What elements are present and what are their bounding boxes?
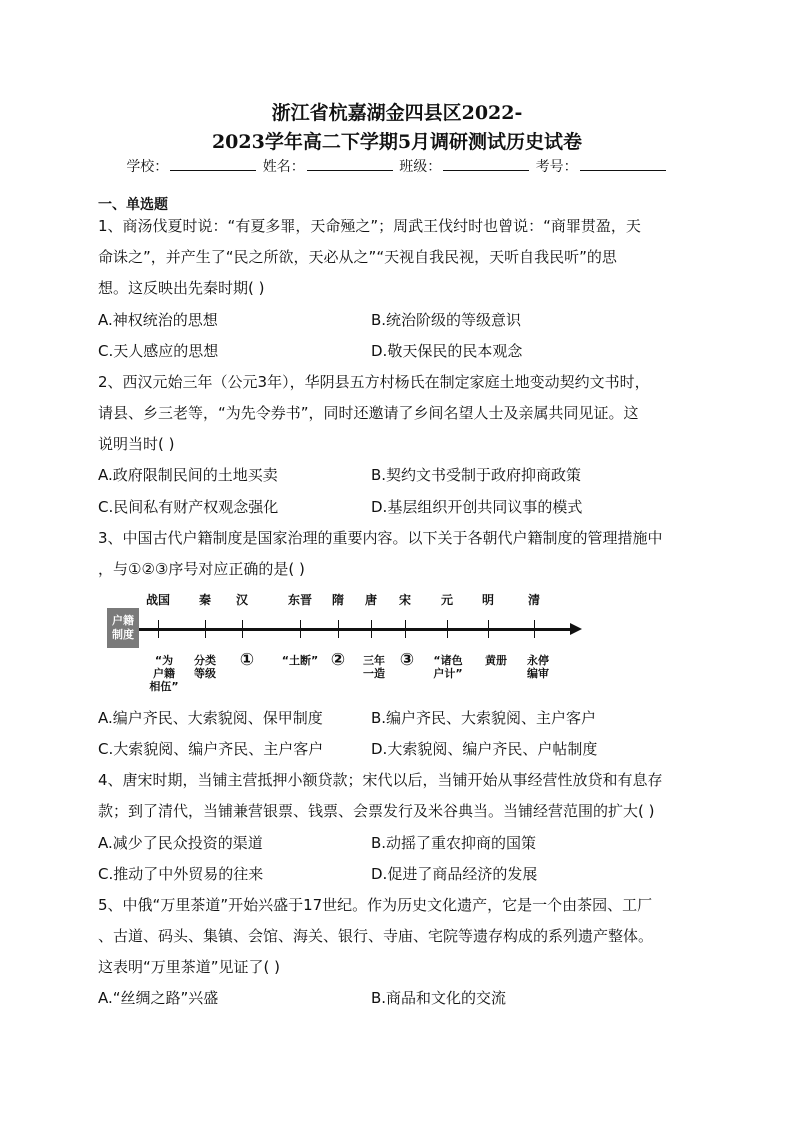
event-line: “土断” [281,654,319,667]
timeline-event [149,654,178,693]
question-3-option-c[interactable]: C.大索貌阅、编户齐民、主户客户 [98,740,324,758]
era-label: 秦 [198,593,212,607]
exam-title-line2: 2023学年高二下学期5月调研测试历史试卷 [211,131,583,153]
era-label: 战国 [145,593,171,607]
school-blank [170,158,256,171]
timeline-event-blank-2: ② [330,650,346,670]
question-3-option-d[interactable]: D.大索貌阅、编户齐民、户帖制度 [371,740,598,758]
school-label: 学校： [126,159,169,175]
timeline-event [433,654,462,680]
era-label: 明 [481,593,495,607]
question-5-line-1: 5、中俄“万里茶道”开始兴盛于17世纪。作为历史文化遗产，它是一个由茶园、工厂 [98,896,653,914]
question-4-option-c[interactable]: C.推动了中外贸易的往来 [98,865,264,883]
event-line: 永停 [527,654,549,667]
question-2-line-2: 请县、乡三老等，“为先令券书”，同时还邀请了乡间名望人士及亲属共同见证。这 [98,404,639,422]
event-line: 户计” [433,667,463,680]
era-label: 汉 [235,593,249,607]
timeline-tick [300,620,301,638]
exam-no-blank [580,158,666,171]
timeline-tick [405,620,406,638]
household-registration-timeline [104,588,594,696]
event-line: “诸色 [433,654,463,667]
timeline-tick [242,620,243,638]
question-2-option-d[interactable]: D.基层组织开创共同议事的模式 [371,498,583,516]
exam-no-label: 考号： [535,159,578,175]
question-4-line-2: 款；到了清代，当铺兼营银票、钱票、会票发行及米谷典当。当铺经营范围的扩大( ) [98,802,655,820]
event-line: 黄册 [485,654,507,667]
section-title: 一、单选题 [98,197,168,213]
event-line: 三年 [363,654,385,667]
event-line: 编审 [527,667,549,680]
question-3-line-2: ，与①②③序号对应正确的是( ) [98,560,305,578]
question-1-option-c[interactable]: C.天人感应的思想 [98,342,219,360]
question-5-line-2: 、古道、码头、集镇、会馆、海关、银行、寺庙、宅院等遗存构成的系列遗产整体。 [98,927,654,945]
timeline-tick [338,620,339,638]
question-4-option-a[interactable]: A.减少了民众投资的渠道 [98,834,263,852]
era-label: 隋 [331,593,345,607]
event-line: 户籍 [152,667,175,680]
event-line: “为 [154,654,174,667]
question-5-line-3: 这表明“万里茶道”见证了( ) [98,958,281,976]
question-4-option-d[interactable]: D.促进了商品经济的发展 [371,865,538,883]
timeline-event [194,654,216,680]
question-1-option-a[interactable]: A.神权统治的思想 [98,311,218,329]
class-label: 班级： [399,159,442,175]
era-label: 宋 [398,593,412,607]
timeline-label-box [107,608,139,648]
question-5-option-b[interactable]: B.商品和文化的交流 [371,989,507,1007]
timeline-tick [488,620,489,638]
question-3-option-b[interactable]: B.编户齐民、大索貌阅、主户客户 [371,709,597,727]
name-label: 姓名： [262,159,305,175]
timeline-event-blank-1: ① [239,650,255,670]
era-label: 清 [527,593,541,607]
timeline-tick [371,620,372,638]
timeline-event [282,654,318,667]
timeline-event-blank-3: ③ [399,650,415,670]
event-line: 一造 [363,667,385,680]
timeline-tick [534,620,535,638]
question-1-line-2: 命诛之”，并产生了“民之所欲，天必从之”“天视自我民视，天听自我民听”的思 [98,248,617,266]
timeline-event [527,654,549,680]
event-line: 等级 [194,667,216,680]
era-label: 元 [440,593,454,607]
timeline-tick [205,620,206,638]
student-info-row [0,156,794,176]
event-line: 相伍” [149,680,179,693]
question-1-option-d[interactable]: D.敬天保民的民本观念 [371,342,523,360]
timeline-label-line1: 户籍 [112,614,134,627]
timeline-tick [447,620,448,638]
question-3-option-a[interactable]: A.编户齐民、大索貌阅、保甲制度 [98,709,323,727]
event-line: 分类 [194,654,216,667]
question-3-line-1: 3、中国古代户籍制度是国家治理的重要内容。以下关于各朝代户籍制度的管理措施中 [98,529,663,547]
question-1-line-3: 想。这反映出先秦时期( ) [98,279,265,297]
question-2-option-a[interactable]: A.政府限制民间的土地买卖 [98,466,278,484]
timeline-tick [158,620,159,638]
era-label: 东晋 [287,593,313,607]
question-1-option-b[interactable]: B.统治阶级的等级意识 [371,311,522,329]
name-blank [307,158,393,171]
question-2-option-c[interactable]: C.民间私有财产权观念强化 [98,498,279,516]
timeline-arrow-icon [570,623,582,635]
exam-title-line1: 浙江省杭嘉湖金四县区2022- [271,102,523,124]
era-label: 唐 [364,593,378,607]
question-1-line-1: 1、商汤伐夏时说：“有夏多罪，天命殛之”；周武王伐纣时也曾说：“商罪贯盈，天 [98,217,641,235]
class-blank [443,158,529,171]
question-4-option-b[interactable]: B.动摇了重农抑商的国策 [371,834,537,852]
question-2-line-1: 2、西汉元始三年（公元3年），华阴县五方村杨氏在制定家庭土地变动契约文书时， [98,373,650,391]
timeline-label-line2: 制度 [112,628,134,641]
question-4-line-1: 4、唐宋时期，当铺主营抵押小额贷款；宋代以后，当铺开始从事经营性放贷和有息存 [98,771,663,789]
question-5-option-a[interactable]: A.“丝绸之路”兴盛 [98,989,219,1007]
question-2-option-b[interactable]: B.契约文书受制于政府抑商政策 [371,466,582,484]
timeline-event [485,654,507,667]
question-2-line-3: 说明当时( ) [98,435,175,453]
timeline-event [363,654,385,680]
